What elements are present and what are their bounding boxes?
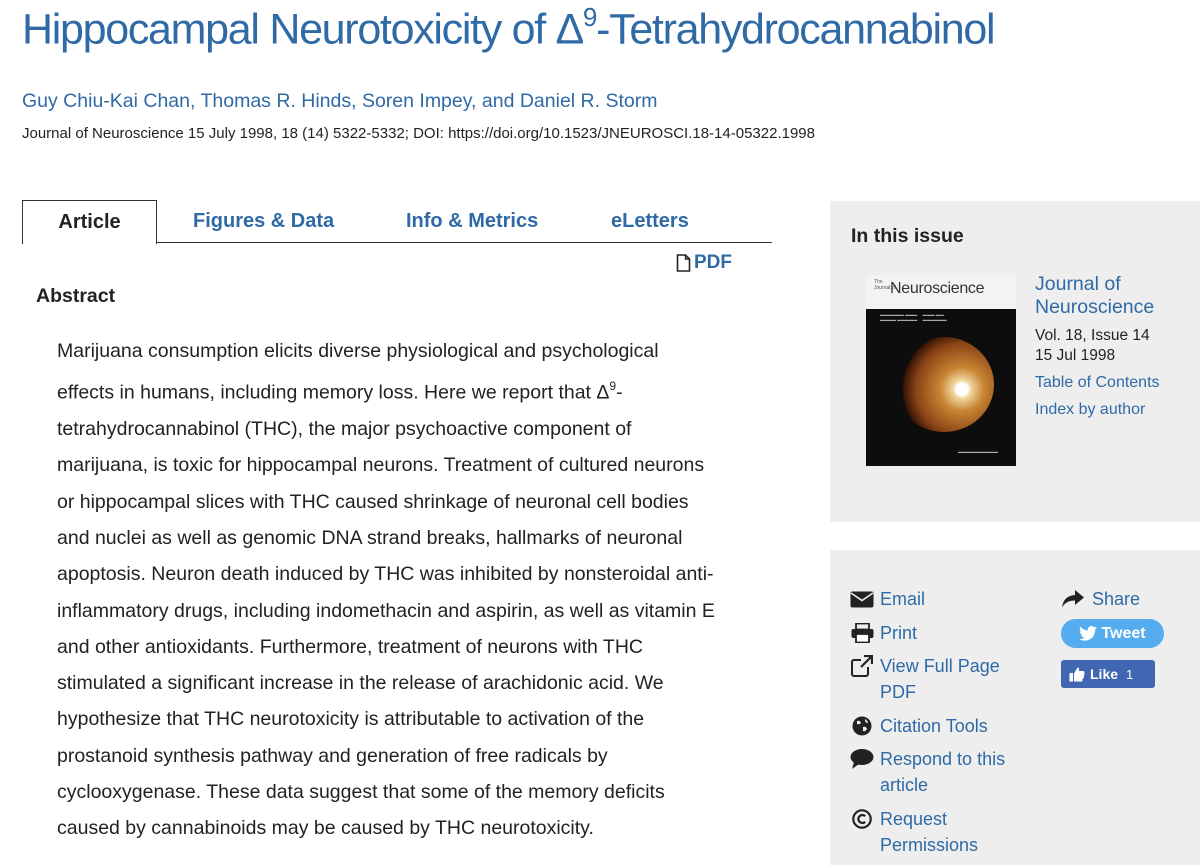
- cover-masthead: [866, 275, 1016, 309]
- tool-line: Permissions: [880, 835, 979, 855]
- abstract-line-text: effects in humans, including memory loss. Here we report that Δ: [57, 381, 610, 404]
- abstract-line: caused by cannabinoids may be caused by THC neurotoxicity.: [57, 817, 594, 840]
- abstract-line: or hippocampal slices with THC caused shrinkage of neuronal cell bodies: [57, 490, 689, 513]
- issue-journal-link[interactable]: [1035, 273, 1154, 319]
- abstract-heading: Abstract: [36, 285, 116, 307]
- twitter-bird-icon: [1079, 626, 1097, 641]
- abstract-line: stimulated a significant increase in the release of arachidonic acid. We: [57, 672, 664, 695]
- like-label: Like: [1090, 666, 1119, 682]
- abstract-line: tetrahydrocannabinol (THC), the major psychoactive component of: [57, 418, 632, 441]
- tool-line: Request: [880, 809, 948, 829]
- tab-article[interactable]: Article: [22, 200, 157, 244]
- table-of-contents-link[interactable]: Table of Contents: [1035, 374, 1160, 391]
- cover-meta-lines: ▬▬▬▬▬▬ ▬▬▬ ▬▬▬ ▬▬ ▬▬▬▬ ▬▬▬▬▬ ▬▬▬▬▬▬: [880, 312, 947, 322]
- article-tools-panel: [830, 550, 1200, 865]
- article-tabs: [22, 200, 772, 243]
- email-link[interactable]: [850, 586, 925, 612]
- tab-info-metrics[interactable]: Info & Metrics: [406, 210, 539, 232]
- abstract-line: and nuclei as well as genomic DNA strand breaks, hallmarks of neuronal: [57, 526, 683, 549]
- request-permissions-label: [880, 806, 978, 858]
- tool-line: PDF: [880, 682, 916, 702]
- title-superscript: 9: [582, 2, 597, 32]
- citation-tools-link[interactable]: [850, 713, 988, 739]
- tab-figures-data[interactable]: Figures & Data: [193, 210, 335, 232]
- abstract-superscript: 9: [609, 379, 617, 394]
- issue-heading: In this issue: [851, 225, 964, 247]
- globe-icon: [850, 713, 874, 739]
- cover-retina-image: [894, 337, 994, 432]
- tool-line: article: [880, 775, 929, 795]
- pdf-link[interactable]: [676, 252, 732, 274]
- issue-date: 15 Jul 1998: [1035, 347, 1116, 364]
- request-permissions-link[interactable]: [850, 806, 978, 858]
- printer-icon: [850, 620, 874, 646]
- respond-to-article-label: [880, 746, 1005, 798]
- journal-cover-image[interactable]: [866, 275, 1016, 466]
- tab-eletters[interactable]: eLetters: [611, 210, 689, 232]
- like-count: 1: [1126, 666, 1134, 682]
- print-label: Print: [880, 623, 918, 643]
- tool-line: Respond to this: [880, 749, 1006, 769]
- abstract-line: marijuana, is toxic for hippocampal neurons. Treatment of cultured neurons: [57, 454, 705, 477]
- view-full-page-pdf-link[interactable]: [850, 653, 1000, 705]
- index-by-author-link[interactable]: Index by author: [1035, 401, 1146, 418]
- cover-title: Neuroscience: [890, 280, 985, 297]
- abstract-line-text-end: -: [616, 381, 623, 404]
- abstract-line: Marijuana consumption elicits diverse physiological and psychological: [57, 340, 659, 362]
- abstract-line: and other antioxidants. Furthermore, treatment of neurons with THC: [57, 635, 644, 658]
- document-icon: [676, 254, 691, 272]
- abstract-line: hypothesize that THC neurotoxicity is attributable to activation of the: [57, 708, 645, 731]
- envelope-icon: [850, 586, 874, 612]
- external-link-icon: [850, 653, 874, 679]
- cover-small-line: The: [874, 279, 883, 285]
- abstract-text: [57, 333, 747, 847]
- facebook-like-button[interactable]: [1061, 660, 1155, 688]
- article-title: [22, 4, 994, 54]
- print-link[interactable]: [850, 620, 917, 646]
- in-this-issue-panel: [830, 201, 1200, 522]
- abstract-line: prostanoid synthesis pathway and generation of free radicals by: [57, 744, 608, 767]
- citation-tools-label: Citation Tools: [880, 716, 988, 736]
- pdf-label: PDF: [694, 252, 732, 273]
- tweet-button[interactable]: [1061, 619, 1164, 648]
- tool-line: View Full Page: [880, 656, 1000, 676]
- thumbs-up-icon: [1069, 666, 1085, 682]
- abstract-line: [57, 369, 747, 411]
- email-label: Email: [880, 589, 926, 609]
- title-text-end: -Tetrahydrocannabinol: [596, 5, 995, 54]
- issue-journal-line: Journal of: [1035, 273, 1121, 295]
- issue-volume: Vol. 18, Issue 14: [1035, 327, 1150, 344]
- share-arrow-icon: [1062, 586, 1084, 612]
- abstract-line: cyclooxygenase. These data suggest that some of the memory deficits: [57, 781, 665, 804]
- issue-journal-line: Neuroscience: [1035, 296, 1155, 318]
- cover-footer-lines: ▬▬▬▬▬▬▬▬▬▬: [958, 449, 998, 454]
- respond-to-article-link[interactable]: [850, 746, 1005, 798]
- title-text: Hippocampal Neurotoxicity of Δ: [22, 5, 583, 54]
- citation-line: Journal of Neuroscience 15 July 1998, 18 (14) 5322-5332; DOI: https://doi.org/10.1523/JNEUROSCI.18-14-05322.1998: [22, 125, 815, 142]
- share-label: Share: [1092, 589, 1141, 609]
- cover-small-line: Journal of: [874, 285, 896, 291]
- copyright-icon: [850, 806, 874, 832]
- tweet-label: Tweet: [1101, 624, 1146, 642]
- share-link[interactable]: [1062, 586, 1140, 612]
- speech-bubble-icon: [850, 746, 874, 772]
- view-full-page-pdf-label: [880, 653, 1000, 705]
- abstract-line: inflammatory drugs, including indomethacin and aspirin, as well as vitamin E: [57, 599, 715, 622]
- author-list[interactable]: Guy Chiu-Kai Chan, Thomas R. Hinds, Soren Impey, and Daniel R. Storm: [22, 90, 658, 112]
- abstract-line: apoptosis. Neuron death induced by THC was inhibited by nonsteroidal anti-: [57, 563, 714, 586]
